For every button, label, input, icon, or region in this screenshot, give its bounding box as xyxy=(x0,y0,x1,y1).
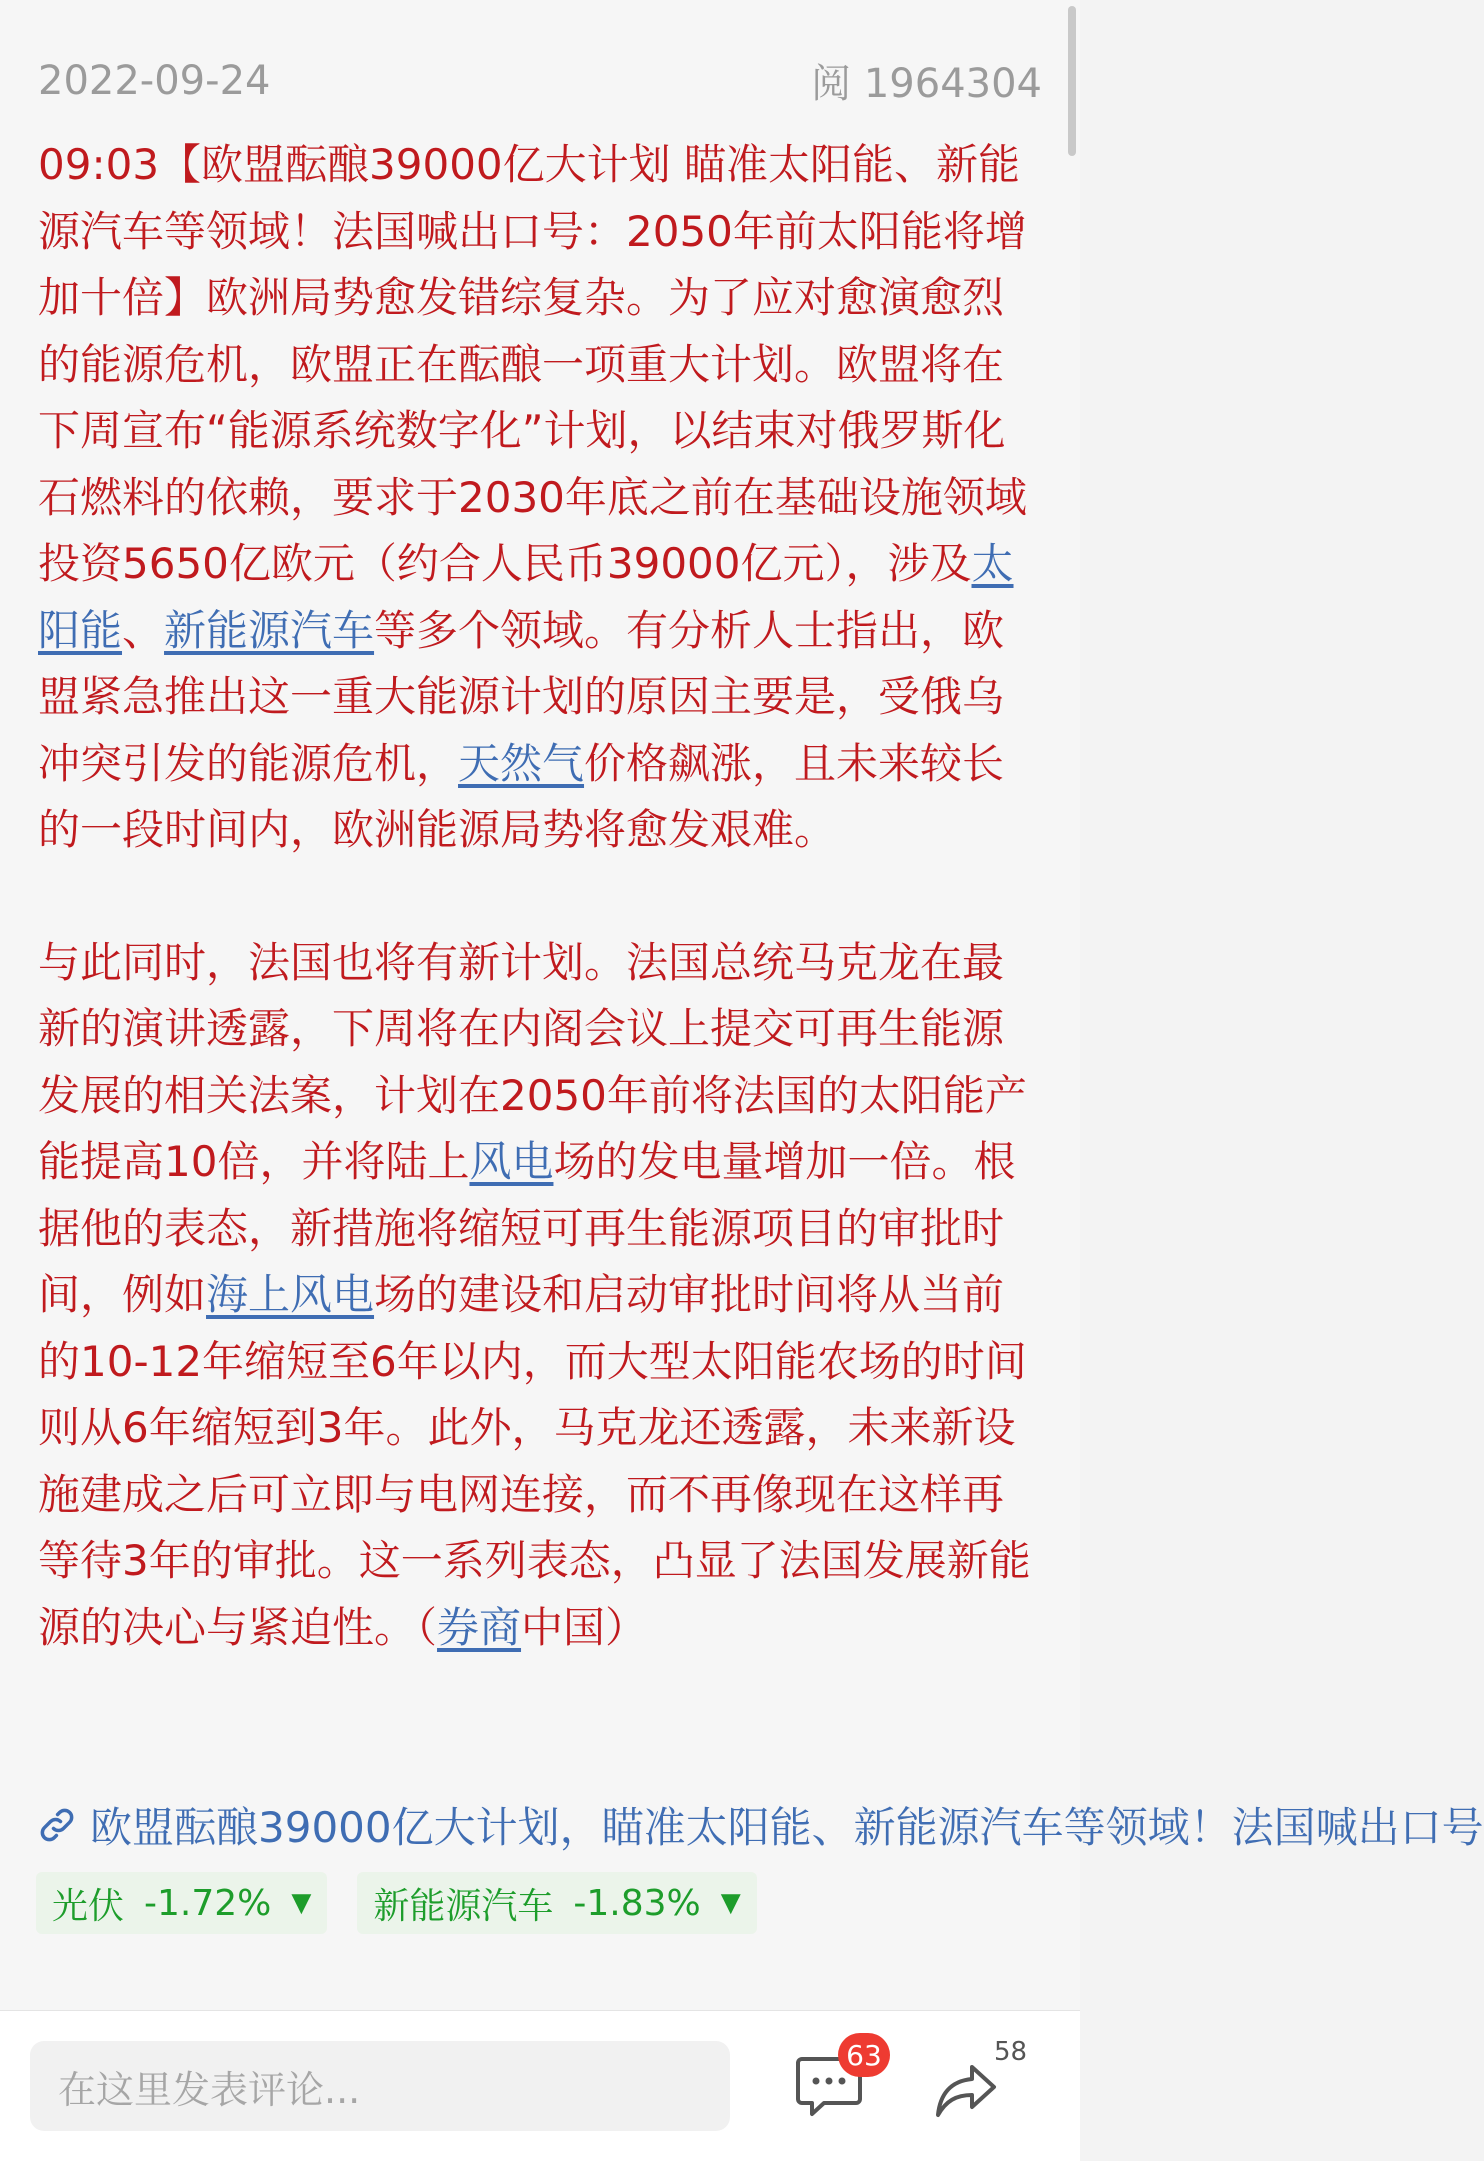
inline-stock-link[interactable]: 海上风电 xyxy=(206,1270,375,1319)
stock-tag-name: 光伏 xyxy=(52,1885,125,1927)
article-paragraph-2 xyxy=(38,930,1038,1662)
inline-stock-link[interactable]: 风电 xyxy=(469,1137,554,1186)
text-segment: 、 xyxy=(122,605,165,655)
scrollbar[interactable] xyxy=(1068,6,1076,156)
text-segment: 等多个领域。有分析人士指出，欧盟紧急推出这一重大能源计划的原因主要是，受俄乌冲突引发的能源危机， xyxy=(38,605,1005,788)
share-icon[interactable] xyxy=(934,2063,998,2119)
text-segment: 场的建设和启动审批时间将从当前的10-12年缩短至6年以内，而大型太阳能农场的时间则从6年缩短到3年。此外，马克龙还透露，未来新设施建成之后可立即与电网连接，而不再像现在这样再等待3年的审批。这一系列表态，凸显了法国发展新能源的决心与紧迫性。（ xyxy=(38,1270,1031,1652)
inline-stock-link[interactable]: 太阳能 xyxy=(38,539,1014,655)
text-segment: 中国） xyxy=(521,1602,648,1652)
text-segment: 09:03【欧盟酝酿39000亿大计划 瞄准太阳能、新能源汽车等领域！法国喊出口号：2050年前太阳能将增加十倍】欧洲局势愈发错综复杂。为了应对愈演愈烈的能源危机，欧盟正在酝酿一项重大计划。欧盟将在下周宣布“能源系统数字化”计划，以结束对俄罗斯化石燃料的依赖，要求于2030年底之前在基础设施领域投资5650亿欧元（约合人民币39000亿元），涉及 xyxy=(38,140,1027,588)
text-segment: 价格飙涨，且未来较长的一段时间内，欧洲能源局势将愈发艰难。 xyxy=(38,738,1005,854)
text-segment: 与此同时，法国也将有新计划。法国总统马克龙在最新的演讲透露，下周将在内阁会议上提交可再生能源发展的相关法案，计划在2050年前将法国的太阳能产能提高10倍，并将陆上 xyxy=(38,937,1027,1186)
inline-stock-link[interactable]: 券商 xyxy=(437,1602,522,1652)
share-count: 58 xyxy=(994,2037,1028,2067)
down-arrow-icon: ▼ xyxy=(291,1888,312,1918)
related-article-link[interactable] xyxy=(36,1795,1484,1855)
stock-tag-nev[interactable] xyxy=(357,1872,756,1934)
stock-tag-change: -1.72% xyxy=(144,1882,272,1924)
link-icon xyxy=(36,1804,78,1846)
related-article-title: 欧盟酝酿39000亿大计划，瞄准太阳能、新能源汽车等领域！法国喊出口号 xyxy=(90,1803,1484,1852)
article-paragraph-1 xyxy=(38,132,1038,864)
text-segment: 场的发电量增加一倍。根据他的表态，新措施将缩短可再生能源项目的审批时间，例如 xyxy=(38,1137,1016,1319)
comment-input[interactable]: 在这里发表评论... xyxy=(30,2041,730,2131)
stock-tag-name: 新能源汽车 xyxy=(373,1885,554,1927)
inline-stock-link[interactable]: 新能源汽车 xyxy=(164,605,375,655)
stock-tags xyxy=(36,1872,757,1934)
post-date: 2022-09-24 xyxy=(38,57,271,104)
read-count: 阅 1964304 xyxy=(811,61,1042,107)
comment-count-badge: 63 xyxy=(838,2033,890,2077)
stock-tag-pv[interactable] xyxy=(36,1872,327,1934)
inline-stock-link[interactable]: 天然气 xyxy=(458,738,585,788)
post-header xyxy=(38,52,1042,109)
stock-tag-change: -1.83% xyxy=(573,1882,701,1924)
down-arrow-icon: ▼ xyxy=(720,1888,741,1918)
bottom-action-bar xyxy=(0,2010,1080,2161)
article-body xyxy=(38,132,1038,1661)
